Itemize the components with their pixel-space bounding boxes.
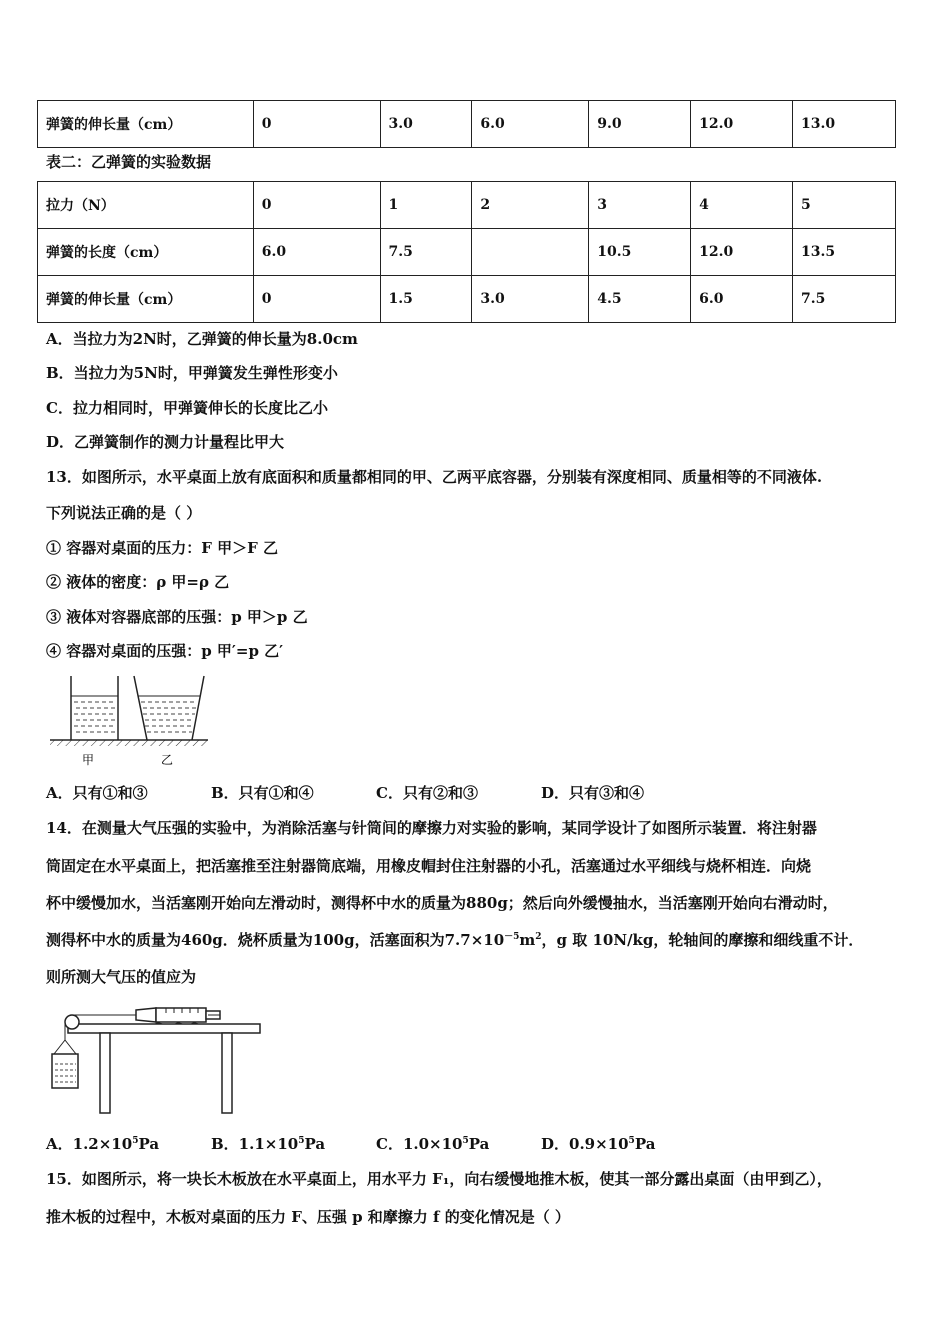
table-cell: 1 <box>380 182 472 229</box>
table2-caption: 表二：乙弹簧的实验数据 <box>46 153 212 171</box>
q15-stem-line2: 推木板的过程中，木板对桌面的压力 F、压强 p 和摩擦力 f 的变化情况是（ ） <box>46 1208 570 1226</box>
table-cell: 7.5 <box>380 229 472 276</box>
q14-syringe-figure <box>46 1000 266 1120</box>
table-cell: 0 <box>253 182 380 229</box>
q13-option-d: D．只有③和④ <box>541 784 645 802</box>
table-cell: 6.0 <box>691 276 793 323</box>
table-cell: 6.0 <box>472 101 589 148</box>
q13-stem-line2: 下列说法正确的是（ ） <box>46 504 202 522</box>
table-cell: 7.5 <box>793 276 896 323</box>
table-cell: 9.0 <box>589 101 691 148</box>
container-yi <box>134 676 204 740</box>
q14-stem-line1: 14．在测量大气压强的实验中，为消除活塞与针筒间的摩擦力对实验的影响，某同学设计了如图所示装置．将注射器 <box>46 819 817 837</box>
syringe <box>136 1008 220 1024</box>
q14-stem-line3: 杯中缓慢加水，当活塞刚开始向左滑动时，测得杯中水的质量为880g；然后向外缓慢抽水，当活塞刚开始向右滑动时， <box>46 894 838 912</box>
q13-option-a: A．只有①和③ <box>46 784 148 802</box>
pulley <box>65 1015 79 1029</box>
table-cell: 4 <box>691 182 793 229</box>
table-cell: 13.5 <box>793 229 896 276</box>
q13-containers-figure <box>46 672 216 772</box>
table-cell <box>472 229 589 276</box>
table-cell: 12.0 <box>691 229 793 276</box>
table-cell: 3.0 <box>472 276 589 323</box>
row-label: 弹簧的长度（cm） <box>38 229 254 276</box>
container-jia <box>71 676 118 740</box>
table-cell: 6.0 <box>253 229 380 276</box>
q12-option-a: A．当拉力为2N时，乙弹簧的伸长量为8.0cm <box>46 330 358 348</box>
table-cell: 12.0 <box>691 101 793 148</box>
table-row <box>38 182 896 229</box>
q13-statement-4: ④ 容器对桌面的压强：p 甲′=p 乙′ <box>46 642 284 660</box>
q14-option-d: D．$0.9\times 10^5Pa$ <box>541 1135 656 1153</box>
row-label: 弹簧的伸长量（cm） <box>38 101 254 148</box>
table-cell: 0 <box>253 276 380 323</box>
table-spring-b <box>37 181 896 323</box>
table-cell: 0 <box>253 101 380 148</box>
ground-hatch <box>50 740 208 746</box>
q12-option-c: C．拉力相同时，甲弹簧伸长的长度比乙小 <box>46 399 328 417</box>
label-yi: 乙 <box>161 753 174 767</box>
row-label: 弹簧的伸长量（cm） <box>38 276 254 323</box>
table-row <box>38 229 896 276</box>
table-cell: 3 <box>589 182 691 229</box>
q13-option-b: B．只有①和④ <box>211 784 314 802</box>
q13-statement-2: ② 液体的密度：ρ 甲=ρ 乙 <box>46 573 230 591</box>
table-cell: 2 <box>472 182 589 229</box>
q14-stem-line5: 则所测大气压的值应为 <box>46 968 197 986</box>
label-jia: 甲 <box>82 753 95 767</box>
q14-option-a: A．$1.2\times 10^5Pa$ <box>46 1135 160 1153</box>
q13-stem-line1: 13．如图所示，水平桌面上放有底面积和质量都相同的甲、乙两平底容器，分别装有深度相同、质量相等的不同液体. <box>46 468 823 486</box>
table-row <box>38 276 896 323</box>
beaker <box>52 1054 78 1088</box>
table-cell: 3.0 <box>380 101 472 148</box>
table-top <box>68 1024 260 1033</box>
table-cell: 1.5 <box>380 276 472 323</box>
row-label: 拉力（N） <box>38 182 254 229</box>
q13-statement-1: ① 容器对桌面的压力：F 甲＞F 乙 <box>46 539 278 557</box>
q13-option-c: C．只有②和③ <box>376 784 478 802</box>
table-spring-a <box>37 100 896 148</box>
q15-stem-line1: 15．如图所示，将一块长木板放在水平桌面上，用水平力 F₁，向右缓慢地推木板，使其一部分露出桌面（由甲到乙）， <box>46 1170 832 1188</box>
table-cell: 4.5 <box>589 276 691 323</box>
table-cell: 5 <box>793 182 896 229</box>
table-cell: 10.5 <box>589 229 691 276</box>
q14-stem-line4: 测得杯中水的质量为460g．烧杯质量为100g，活塞面积为$7.7\times 10^{-5}m^2$，g 取 10N/kg，轮轴间的摩擦和细线重不计． <box>46 931 864 949</box>
q13-statement-3: ③ 液体对容器底部的压强：p 甲＞p 乙 <box>46 608 308 626</box>
q12-option-b: B．当拉力为5N时，甲弹簧发生弹性形变小 <box>46 364 338 382</box>
q12-option-d: D．乙弹簧制作的测力计量程比甲大 <box>46 433 285 451</box>
q14-option-b: B．$1.1\times 10^5Pa$ <box>211 1135 326 1153</box>
q14-option-c: C．$1.0\times 10^5Pa$ <box>376 1135 490 1153</box>
table-cell: 13.0 <box>793 101 896 148</box>
q14-stem-line2: 筒固定在水平桌面上，把活塞推至注射器筒底端，用橡皮帽封住注射器的小孔，活塞通过水平细线与烧杯相连．向烧 <box>46 857 812 875</box>
table-row <box>38 101 896 148</box>
